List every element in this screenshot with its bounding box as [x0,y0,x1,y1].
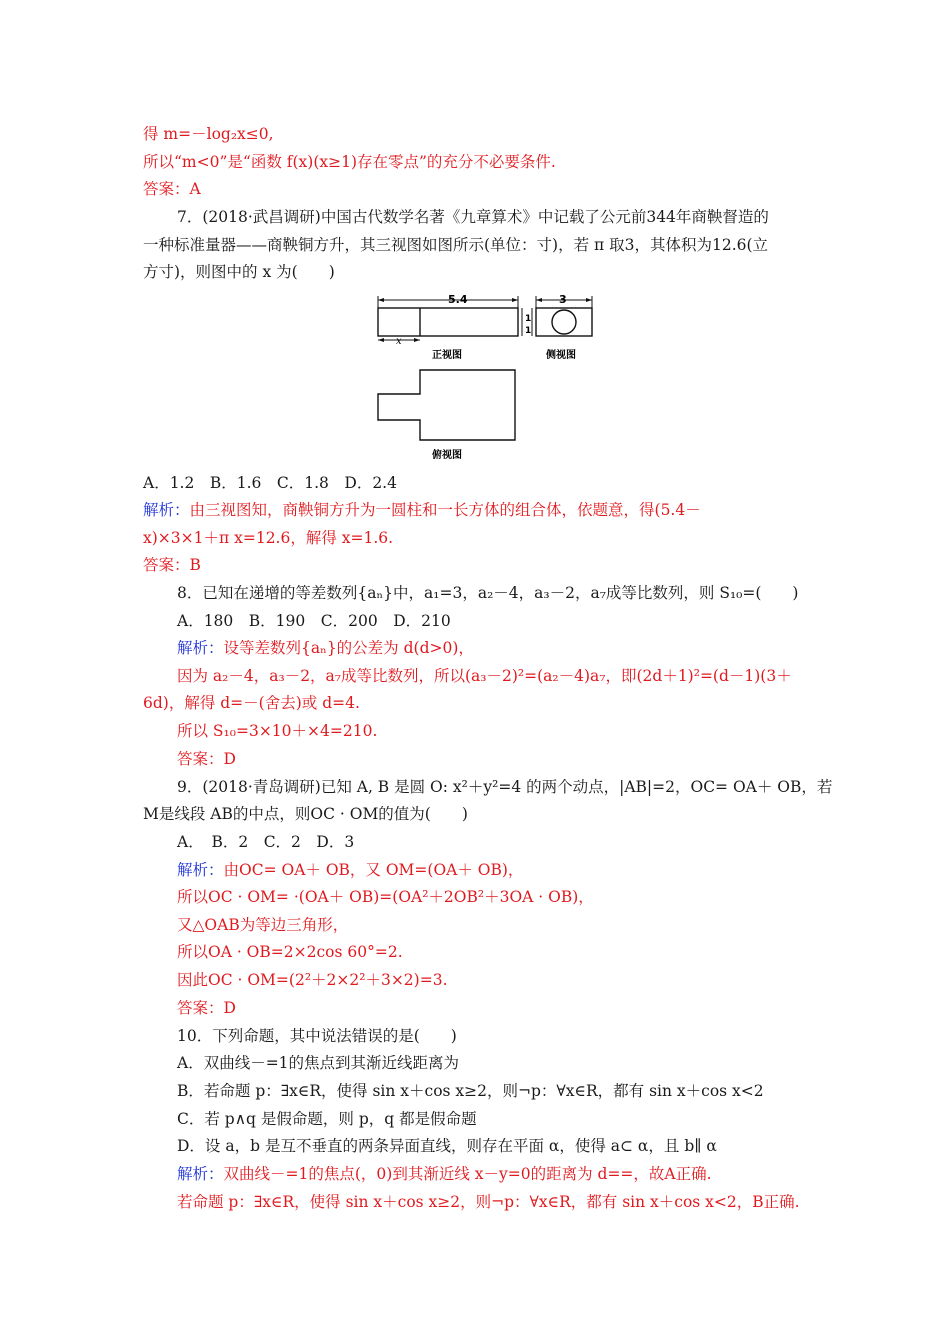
front-view-rect [378,308,518,336]
side-view-rect [536,308,592,336]
answer-line: 答案：D [177,750,236,768]
solution-line [143,500,701,520]
question-10-option-c: C．若 p∧q 是假命题，则 p，q 都是假命题 [177,1110,477,1128]
answer-line: 答案：A [143,180,201,198]
question-10-option-a: A．双曲线－=1的焦点到其渐近线距离为 [177,1054,460,1072]
front-view-caption: 正视图 [432,350,462,361]
solution-label: 解析： [177,861,224,879]
solution-text: 双曲线－=1的焦点(，0)到其渐近线 x－y=0的距离为 d==，故A正确. [223,1165,712,1183]
solution-line [177,1164,712,1184]
solution-line: 因此OC · OM=(2²＋2×2²＋3×2)=3. [177,971,448,989]
question-10-option-d: D．设 a，b 是互不垂直的两条异面直线，则存在平面 α，使得 a⊂ α，且 b∥ α [177,1137,717,1155]
x-label: x [396,336,402,347]
question-7-options: A．1.2 B．1.6 C．1.8 D．2.4 [143,474,397,492]
solution-line: 6d)，解得 d=－(舍去)或 d=4. [143,694,360,712]
solution-line: 得 m=－log₂x≤0, [143,125,274,143]
question-7-text: 一种标准量器——商鞅铜方升，其三视图如图所示(单位：寸)，若 π 取3，其体积为12.6(立 [143,236,769,254]
question-9-text: 9．(2018·青岛调研)已知 A, B 是圆 O: x²＋y²=4 的两个动点，|AB|=2，OC= OA＋ OB，若 [177,778,833,796]
solution-line: 所以OA · OB=2×2cos 60°=2. [177,943,403,961]
question-10-option-b: B．若命题 p：∃x∈R，使得 sin x＋cos x≥2，则¬p：∀x∈R，都有 sin x＋cos x<2 [177,1082,764,1100]
solution-line: 所以“m<0”是“函数 f(x)(x≥1)存在零点”的充分不必要条件. [143,153,556,171]
solution-line [177,860,523,880]
three-view-figure [370,292,620,464]
solution-line: 因为 a₂－4，a₃－2，a₇成等比数列，所以(a₃－2)²=(a₂－4)a₇，即(2d＋1)²=(d－1)(3＋ [177,667,792,685]
question-9-options: A． B．2 C．2 D．3 [177,833,355,851]
question-8-text: 8．已知在递增的等差数列{aₙ}中，a₁=3，a₂－4，a₃－2，a₇成等比数列，则 S₁₀=( ) [177,584,799,602]
solution-label: 解析： [177,639,224,657]
side-view-circle [552,310,576,334]
solution-text: 设等差数列{aₙ}的公差为 d(d>0)， [223,639,474,657]
solution-line: x)×3×1＋π x=12.6，解得 x=1.6. [143,529,394,547]
question-7-text: 方寸)，则图中的 x 为( ) [143,263,335,281]
question-8-options: A．180 B．190 C．200 D．210 [177,612,451,630]
solution-line: 又△OAB为等边三角形， [177,916,349,934]
question-7-text: 7．(2018·武昌调研)中国古代数学名著《九章算术》中记载了公元前344年商鞅督造的 [177,208,769,226]
side-view-caption: 侧视图 [546,350,576,361]
width-label: 3 [559,293,567,306]
solution-line [177,638,474,658]
solution-line: 若命题 p：∃x∈R，使得 sin x＋cos x≥2，则¬p：∀x∈R，都有 sin x＋cos x<2，B正确. [177,1193,800,1211]
three-view-drawing [370,292,620,464]
solution-line: 所以OC · OM= ·(OA＋ OB)=(OA²＋2OB²＋3OA · OB)， [177,888,594,906]
question-10-text: 10．下列命题，其中说法错误的是( ) [177,1027,457,1045]
solution-label: 解析： [143,501,190,519]
answer-line: 答案：B [143,556,201,574]
solution-line: 所以 S₁₀=3×10＋×4=210. [177,722,378,740]
solution-label: 解析： [177,1165,224,1183]
height-label-2: 1 [525,326,532,336]
top-view-caption: 俯视图 [432,450,462,461]
question-9-text: M是线段 AB的中点，则OC · OM的值为( ) [143,805,468,823]
solution-text: 由三视图知，商鞅铜方升为一圆柱和一长方体的组合体，依题意，得(5.4－ [189,501,701,519]
answer-line: 答案：D [177,999,236,1017]
solution-text: 由OC= OA＋ OB，又 OM=(OA＋ OB)， [223,861,524,879]
top-view-outline [378,370,515,440]
length-label: 5.4 [448,293,468,306]
height-label-1: 1 [525,314,532,324]
